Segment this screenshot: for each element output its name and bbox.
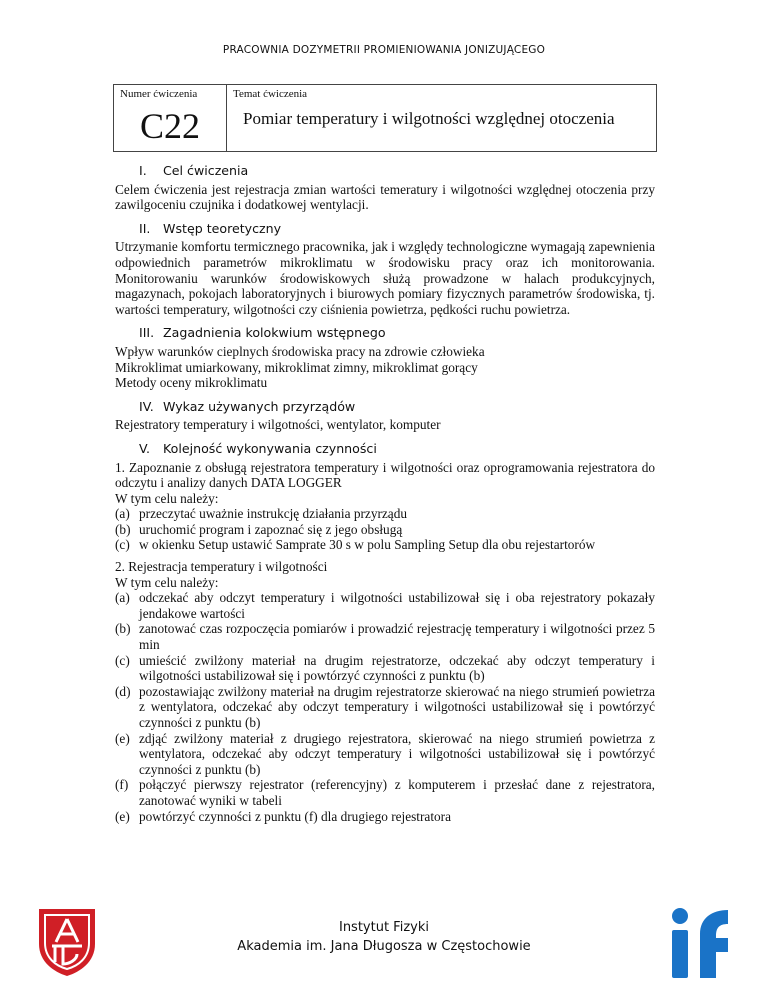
section-wstep [115,221,655,318]
exercise-info-box [113,84,657,152]
exercise-topic: Pomiar temperatury i wilgotności względnej otoczenia [243,109,615,128]
item-text: umieścić zwilżony materiał na drugim rejestratorze, odczekać aby odczyt temperatury i wilgotności ustabilizował się i powtórzyć czynności z punktu (b) [139,652,655,684]
section-wykaz [115,399,655,433]
footer-institute: Instytut Fizyki [338,920,429,935]
section-title: Wykaz używanych przyrządów [163,398,356,414]
list-item [115,809,655,825]
footer [0,918,768,956]
section-title: Wstęp teoretyczny [163,220,282,236]
list-item: Mikroklimat umiarkowany, mikroklimat zimny, mikroklimat gorący [115,359,478,375]
section-number: III. [139,325,155,341]
step-2 [115,559,655,824]
footer-academy: Akademia im. Jana Długosza w Częstochowie [237,939,531,954]
step-title: 2. Rejestracja temperatury i wilgotności [115,559,328,575]
list-item: Wpływ warunków cieplnych środowiska pracy na zdrowie człowieka [115,343,485,359]
section-number: I. [139,163,147,178]
list-item [115,537,655,553]
item-label: (c) [115,537,130,553]
step-intro: W tym celu należy: [115,490,219,506]
header-title: PRACOWNIA DOZYMETRII PROMIENIOWANIA JONIZUJĄCEGO [222,44,546,56]
list-item [115,653,655,684]
step-1 [115,460,655,554]
item-label: (c) [115,652,130,668]
section-number: IV. [139,398,154,414]
item-label: (e) [115,730,130,746]
item-text: powtórzyć czynności z punktu (f) dla drugiego rejestratora [139,808,451,824]
section-heading [139,441,655,457]
exercise-number-label: Numer ćwiczenia [120,88,198,100]
list-item [115,522,655,538]
paragraph: Rejestratory temperatury i wilgotności, wentylator, komputer [115,417,441,433]
step-title: 1. Zapoznanie z obsługą rejestratora temperatury i wilgotności oraz oprogramowania rejestratora do odczytu i analizy danych DATA LOGGER [115,459,655,491]
list-item [115,590,655,621]
section-heading [139,221,655,237]
section-heading [139,325,655,341]
item-label: (a) [115,506,130,522]
ajd-shield-icon [36,906,98,978]
section-heading [139,399,655,415]
list-item [115,777,655,808]
item-text: w okienku Setup ustawić Samprate 30 s w polu Sampling Setup dla obu rejestartorów [139,537,596,553]
exercise-number-cell [114,85,227,151]
list-item: Metody oceny mikroklimatu [115,375,268,391]
step-intro: W tym celu należy: [115,574,219,590]
section-number: II. [139,220,151,236]
section-cel [115,163,655,213]
exercise-number: C22 [139,106,200,146]
list-item [115,621,655,652]
ajd-logo [36,906,98,983]
item-label: (f) [115,777,129,793]
list-item [115,731,655,778]
item-text: pozostawiając zwilżony materiał na drugim rejestratorze skierować na niego strumień powietrza z wentylatora, odczekać aby odczyt temperatury i wilgotności ustabilizował się i powtórzyć czynności z punktu (b) [139,683,655,730]
exercise-topic-cell [227,85,656,151]
document-body [115,163,655,832]
item-label: (b) [115,621,131,637]
section-title: Kolejność wykonywania czynności [163,440,377,456]
if-logo [660,904,742,991]
item-text: przeczytać uważnie instrukcję działania przyrządu [139,506,408,522]
item-text: połączyć pierwszy rejestrator (referencyjny) z komputerem i przesłać dane z rejestratora, zanotować wyniki w tabeli [139,777,655,808]
section-heading [139,163,655,179]
item-label: (e) [115,808,130,824]
section-title: Cel ćwiczenia [163,163,249,178]
paragraph: Celem ćwiczenia jest rejestracja zmian wartości temeratury i wilgotności względnej otoczenia przy zawilgoceniu czujnika i dodatkowej wentylacji. [115,181,655,213]
list-item [115,684,655,731]
paragraph: Utrzymanie komfortu termicznego pracownika, jak i względy technologiczne wymagają zapewnienia odpowiednich parametrów mikroklimatu w środowisku pracy oraz ich monitorowania. Monitorowaniu warunków środowiskowych służą prowadzone w halach produkcyjnych, magazynach, pokojach laboratoryjnych i biurowych pomiary fizycznych parametrów środowiska, tj. wartości temperatury, wilgotności czy ciśnienia powietrza, pędkości ruchu powietrza. [115,239,655,317]
item-label: (b) [115,521,131,537]
item-text: odczekać aby odczyt temperatury i wilgotności ustabilizował się i oba rejestratory pokazały jendakowe wartości [139,590,655,621]
section-kolejnosc [115,441,655,824]
exercise-topic-label: Temat ćwiczenia [233,88,308,100]
section-title: Zagadnienia kolokwium wstępnego [163,325,386,341]
section-number: V. [139,440,150,456]
item-text: zdjąć zwilżony materiał z drugiego rejestratora, skierować na niego strumień powietrza z wentylatora, odczekać aby odczyt temperatury i wilgotności ustabilizował się i powtórzyć czynności z punktu (b) [139,730,655,777]
item-text: uruchomić program i zapoznać się z jego obsługą [139,521,403,537]
list-item [115,506,655,522]
item-text: zanotować czas rozpoczęcia pomiarów i prowadzić rejestrację temperatury i wilgotności przez 5 min [139,621,655,653]
item-label: (a) [115,590,130,606]
if-logo-icon [660,904,742,986]
item-label: (d) [115,683,131,699]
section-zagadnienia [115,325,655,390]
